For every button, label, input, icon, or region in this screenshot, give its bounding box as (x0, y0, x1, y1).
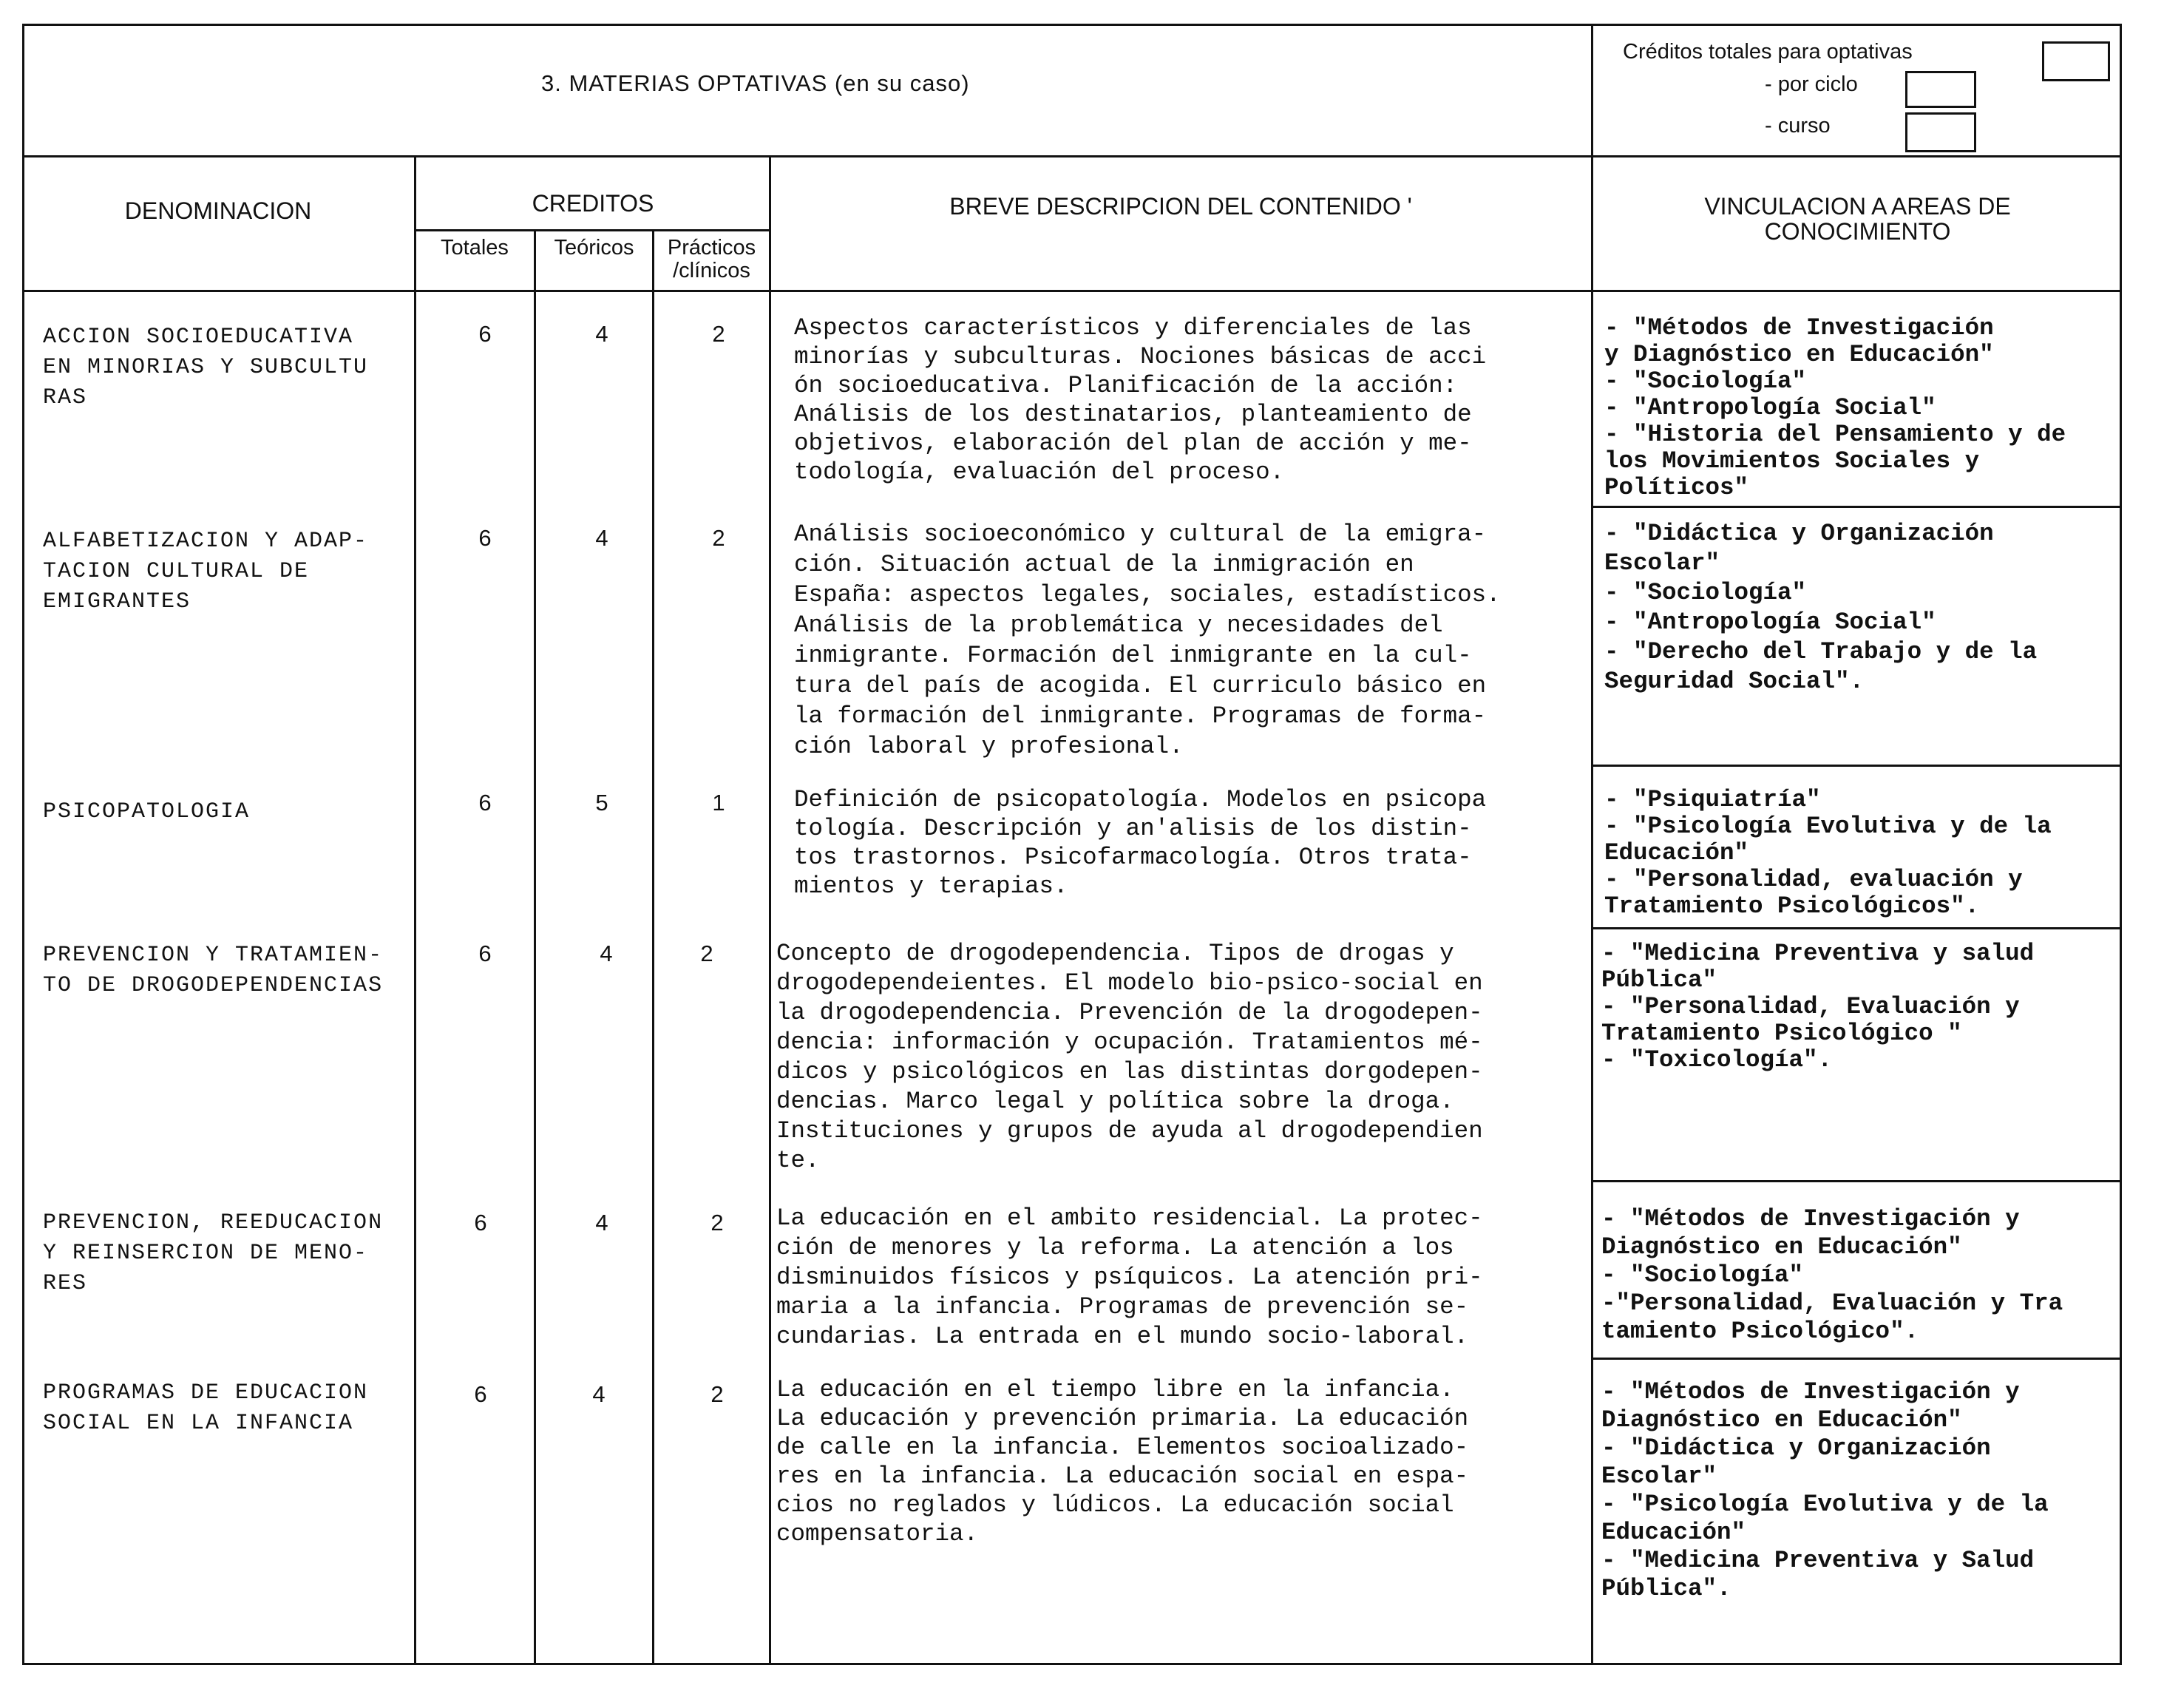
credits-totales: 6 (474, 1381, 487, 1407)
credits-totales: 6 (478, 790, 492, 816)
row-description: Concepto de drogodependencia. Tipos de drogas y drogodependeientes. El modelo bio-psico-social en la drogodependencia. Prevención de la drogodepen- dencia: información y ocupación. Tratamientos mé- dicos y psicológicos en las distintas dorgodepen- dencias. Marco legal y política sobre la droga. Instituciones y grupos de ayuda al drogodependien te. (776, 940, 1483, 1174)
area-divider (1591, 765, 2122, 767)
row-description: La educación en el tiempo libre en la infancia. La educación y prevención primaria. La educación de calle en la infancia. Elementos socioalizado- res en la infancia. La educación social en espa- cios no reglados y lúdicos. La educación social compensatoria. (776, 1376, 1469, 1548)
creditos-subheader-divider (415, 229, 770, 231)
row-name: PSICOPATOLOGIA (43, 799, 251, 824)
column-header-divider (22, 290, 2122, 292)
column-rule-totales (534, 231, 536, 1664)
column-header-creditos: CREDITOS (532, 190, 654, 217)
por-ciclo-label: - por ciclo (1765, 72, 1858, 96)
credits-teoricos: 4 (595, 525, 608, 551)
credits-teoricos: 4 (595, 1210, 608, 1236)
row-description: Aspectos característicos y diferenciales de las minorías y subculturas. Nociones básicas de acci ón socioeducativa. Planificación de la acción: Análisis de los destinatarios, planteamiento de objetivos, elaboración del plan de acción y me- todología, evaluación del proceso. (794, 314, 1487, 486)
credits-practicos: 2 (700, 941, 713, 966)
area-divider (1591, 506, 2122, 508)
credits-teoricos: 4 (600, 941, 613, 966)
credits-teoricos: 4 (592, 1381, 606, 1407)
column-header-vinculacion: VINCULACION A AREAS DE CONOCIMIENTO (1704, 193, 2011, 245)
row-description: La educación en el ambito residencial. La protec- ción de menores y la reforma. La atención a los disminuidos físicos y psíquicos. La atención pri- maria a la infancia. Programas de prevención se- cundarias. La entrada en el mundo socio-laboral. (776, 1204, 1483, 1350)
por-ciclo-box (1905, 71, 1976, 108)
row-name: PROGRAMAS DE EDUCACION SOCIAL EN LA INFANCIA (43, 1380, 369, 1436)
row-areas: - "Psiquiatría" - "Psicología Evolutiva y de la Educación" - "Personalidad, evaluación y Tratamiento Psicológicos". (1604, 786, 2052, 920)
credits-totales: 6 (478, 525, 492, 551)
credits-practicos: 2 (710, 1210, 724, 1236)
row-areas: - "Medicina Preventiva y salud Pública" - "Personalidad, Evaluación y Tratamiento Psicológico " - "Toxicología". (1601, 940, 2035, 1074)
credits-practicos: 1 (712, 790, 725, 816)
credits-totales: 6 (474, 1210, 487, 1236)
row-areas: - "Métodos de Investigación y Diagnóstico en Educación" - "Sociología" - "Antropología Social" - "Historia del Pensamiento y de los Movimientos Sociales y Políticos" (1604, 314, 2066, 501)
row-name: ACCION SOCIOEDUCATIVA EN MINORIAS Y SUBCULTU RAS (43, 325, 369, 410)
column-header-teoricos: Teóricos (554, 236, 634, 260)
column-rule-descripcion (1591, 24, 1593, 1664)
header-divider (22, 155, 2122, 157)
curso-box (1905, 112, 1976, 152)
row-description: Definición de psicopatología. Modelos en psicopa tología. Descripción y an'alisis de los distin- tos trastornos. Psicofarmacología. Otros trata- mientos y terapias. (794, 786, 1487, 900)
column-header-denominacion: DENOMINACION (124, 197, 312, 224)
credits-practicos: 2 (712, 321, 725, 347)
column-header-totales: Totales (441, 236, 509, 260)
area-divider (1591, 1358, 2122, 1360)
row-description: Análisis socioeconómico y cultural de la emigra- ción. Situación actual de la inmigración en España: aspectos legales, sociales, estadísticos. Análisis de la problemática y necesidades del inmigrante. Formación del inmigrante en la cul- tura del país de acogida. El curriculo básico en la formación del inmigrante. Programas de forma- ción laboral y profesional. (794, 521, 1501, 760)
credits-practicos: 2 (710, 1381, 724, 1407)
area-divider (1591, 1180, 2122, 1182)
credits-practicos: 2 (712, 525, 725, 551)
credits-totales: 6 (478, 321, 492, 347)
row-name: ALFABETIZACION Y ADAP- TACION CULTURAL DE EMIGRANTES (43, 529, 369, 614)
area-divider (1591, 927, 2122, 929)
creditos-totales-label: Créditos totales para optativas (1623, 40, 1913, 64)
credits-teoricos: 4 (595, 321, 608, 347)
row-areas: - "Métodos de Investigación y Diagnóstico en Educación" - "Didáctica y Organización Escolar" - "Psicología Evolutiva y de la Educación" - "Medicina Preventiva y Salud Pública". (1601, 1378, 2049, 1602)
column-rule-teoricos (652, 231, 654, 1664)
column-header-practicos: Prácticos /clínicos (667, 236, 756, 282)
row-areas: - "Métodos de Investigación y Diagnóstico en Educación" - "Sociología" -"Personalidad, Evaluación y Tra tamiento Psicológico". (1601, 1205, 2063, 1345)
row-areas: - "Didáctica y Organización Escolar" - "Sociología" - "Antropología Social" - "Derecho del Trabajo y de la Seguridad Social". (1604, 520, 2038, 695)
creditos-totales-box (2042, 41, 2110, 81)
credits-totales: 6 (478, 941, 492, 966)
credits-teoricos: 5 (595, 790, 608, 816)
column-rule-denominacion (414, 157, 416, 1664)
row-name: PREVENCION Y TRATAMIEN- TO DE DROGODEPENDENCIAS (43, 943, 384, 998)
column-header-descripcion: BREVE DESCRIPCION DEL CONTENIDO ' (949, 193, 1412, 220)
row-name: PREVENCION, REEDUCACION Y REINSERCION DE MENO- RES (43, 1210, 384, 1296)
page-title: 3. MATERIAS OPTATIVAS (en su caso) (541, 70, 970, 96)
curso-label: - curso (1765, 114, 1831, 138)
column-rule-creditos (769, 157, 771, 1664)
